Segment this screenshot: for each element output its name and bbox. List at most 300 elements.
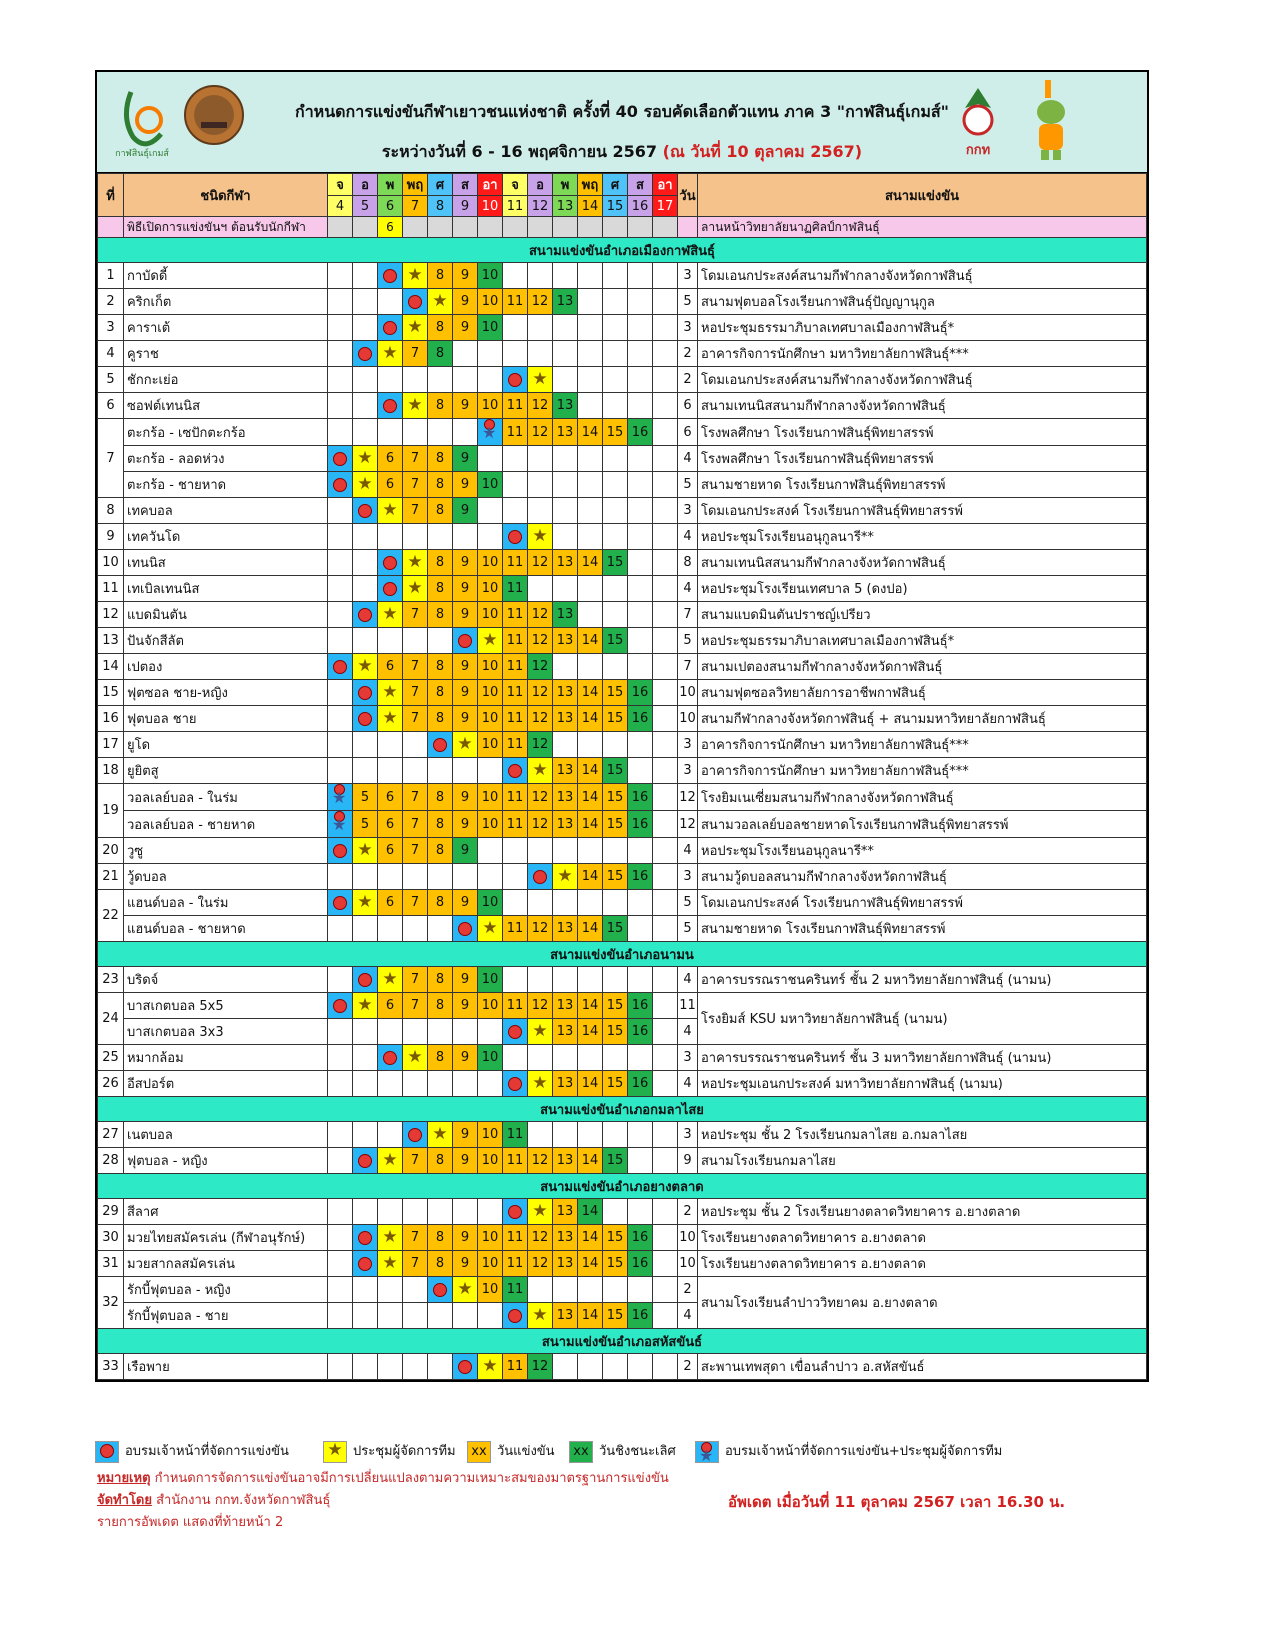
schedule-day-cell [453, 419, 478, 446]
schedule-day-cell [353, 315, 378, 341]
schedule-day-cell: 11 [503, 732, 528, 758]
schedule-day-cell [628, 263, 653, 289]
schedule-day-cell [328, 680, 353, 706]
schedule-day-cell: 9 [453, 289, 478, 315]
days-count: 10 [678, 1251, 698, 1277]
days-count: 4 [678, 967, 698, 993]
schedule-day-cell [403, 263, 428, 289]
venue: โดมเอนกประสงค์ โรงเรียนกาฬสินธุ์พิทยาสรรพ์ [698, 498, 1147, 524]
schedule-day-cell [378, 550, 403, 576]
sport-name: ซอฟต์เทนนิส [124, 393, 328, 419]
schedule-day-cell [653, 1071, 678, 1097]
weekday-cell: พ [378, 174, 403, 196]
schedule-day-cell [503, 1045, 528, 1071]
schedule-day-cell: 16 [628, 706, 653, 732]
schedule-day-cell [653, 393, 678, 419]
schedule-day-cell [553, 315, 578, 341]
meeting-star-icon: ★ [357, 474, 373, 494]
schedule-day-cell [428, 1199, 453, 1225]
schedule-day-cell: 7 [403, 706, 428, 732]
training-dot-icon [333, 452, 347, 466]
schedule-day-cell [353, 1199, 378, 1225]
training-dot-icon [383, 321, 397, 335]
schedule-day-cell: 9 [453, 550, 478, 576]
opening-day-cell [578, 217, 603, 238]
venue: โรงยิมเนเซี่ยมสนามกีฬากลางจังหวัดกาฬสินธุ์ [698, 784, 1147, 811]
schedule-day-cell [428, 1354, 453, 1380]
training-dot-icon [508, 1309, 522, 1323]
training-dot-icon [383, 556, 397, 570]
schedule-day-cell [653, 1277, 678, 1303]
schedule-day-cell [478, 1071, 503, 1097]
training-dot-icon [383, 582, 397, 596]
schedule-day-cell [378, 289, 403, 315]
schedule-day-cell [353, 1071, 378, 1097]
schedule-day-cell: 15 [603, 419, 628, 446]
schedule-day-cell [403, 628, 428, 654]
meeting-star-icon: ★ [382, 343, 398, 363]
meeting-star-icon: ★ [482, 1356, 498, 1376]
schedule-day-cell: 11 [503, 393, 528, 419]
schedule-day-cell [553, 524, 578, 550]
schedule-day-cell [353, 680, 378, 706]
row-number: 1 [98, 263, 124, 289]
weekday-cell: จ [503, 174, 528, 196]
schedule-day-cell [478, 341, 503, 367]
days-count: 9 [678, 1148, 698, 1174]
schedule-day-cell [353, 1303, 378, 1329]
date-cell: 11 [503, 196, 528, 217]
schedule-day-cell [503, 446, 528, 472]
schedule-day-cell [603, 654, 628, 680]
legend-final-day: xx วันชิงชนะเลิศ [569, 1440, 676, 1464]
schedule-day-cell [378, 602, 403, 628]
schedule-day-cell: 16 [628, 1251, 653, 1277]
schedule-day-cell [428, 289, 453, 315]
schedule-day-cell [328, 811, 353, 838]
mascot-icon [1021, 78, 1079, 164]
schedule-day-cell [353, 576, 378, 602]
training-dot-icon [333, 999, 347, 1013]
sport-row [98, 341, 1147, 367]
schedule-day-cell [528, 446, 553, 472]
days-count: 6 [678, 393, 698, 419]
row-number: 11 [98, 576, 124, 602]
schedule-day-cell [353, 758, 378, 784]
schedule-day-cell [503, 498, 528, 524]
schedule-day-cell [378, 1019, 403, 1045]
days-count: 12 [678, 784, 698, 811]
schedule-day-cell [453, 1277, 478, 1303]
schedule-day-cell [628, 576, 653, 602]
schedule-day-cell [478, 838, 503, 864]
opening-day-cell [503, 217, 528, 238]
schedule-day-cell [328, 890, 353, 916]
schedule-day-cell: 7 [403, 967, 428, 993]
schedule-day-cell [653, 838, 678, 864]
row-number: 23 [98, 967, 124, 993]
schedule-day-cell: 10 [478, 811, 503, 838]
updated-timestamp: อัพเดต เมื่อวันที่ 11 ตุลาคม 2567 เวลา 16.30 น. [728, 1493, 1066, 1511]
schedule-day-cell [353, 1251, 378, 1277]
schedule-day-cell: 14 [578, 628, 603, 654]
schedule-day-cell: 13 [553, 289, 578, 315]
row-number: 10 [98, 550, 124, 576]
training-dot-icon [333, 844, 347, 858]
schedule-day-cell [403, 1045, 428, 1071]
weekday-cell: อา [653, 174, 678, 196]
meeting-star-icon: ★ [407, 552, 423, 572]
schedule-day-cell: 10 [478, 784, 503, 811]
schedule-day-cell [378, 498, 403, 524]
schedule-day-cell [328, 1354, 353, 1380]
training-dot-icon [358, 504, 372, 518]
schedule-day-cell: 13 [553, 393, 578, 419]
schedule-day-cell [378, 706, 403, 732]
schedule-day-cell [653, 524, 678, 550]
schedule-day-cell [403, 289, 428, 315]
schedule-day-cell [553, 654, 578, 680]
combined-icon: ★ [332, 811, 348, 833]
schedule-day-cell: 14 [578, 419, 603, 446]
days-count: 2 [678, 367, 698, 393]
schedule-day-cell [578, 654, 603, 680]
prepared-by-line: จัดทำโดย สำนักงาน กกท.จังหวัดกาฬสินธุ์ [97, 1493, 331, 1508]
schedule-day-cell: 12 [528, 654, 553, 680]
schedule-day-cell [628, 890, 653, 916]
days-count: 2 [678, 341, 698, 367]
days-count: 3 [678, 263, 698, 289]
schedule-day-cell [428, 1277, 453, 1303]
schedule-day-cell [628, 654, 653, 680]
as-of-date: (ณ วันที่ 10 ตุลาคม 2567) [662, 142, 863, 161]
schedule-day-cell [403, 550, 428, 576]
sport-name: เนตบอล [124, 1122, 328, 1148]
schedule-day-cell [453, 758, 478, 784]
meeting-star-icon: ★ [532, 1021, 548, 1041]
schedule-day-cell [328, 993, 353, 1019]
schedule-day-cell [378, 628, 403, 654]
days-count: 5 [678, 289, 698, 315]
meeting-star-icon: ★ [407, 265, 423, 285]
schedule-day-cell [403, 419, 428, 446]
sport-name: วอลเลย์บอล - ในร่ม [124, 784, 328, 811]
schedule-day-cell [653, 1019, 678, 1045]
schedule-day-cell [578, 1354, 603, 1380]
schedule-day-cell [628, 1148, 653, 1174]
sport-name: บาสเกตบอล 5x5 [124, 993, 328, 1019]
schedule-day-cell [378, 1045, 403, 1071]
schedule-day-cell: 12 [528, 1354, 553, 1380]
schedule-day-cell [503, 890, 528, 916]
schedule-day-cell: 8 [428, 263, 453, 289]
schedule-day-cell [353, 289, 378, 315]
schedule-day-cell [653, 1303, 678, 1329]
schedule-day-cell [353, 393, 378, 419]
date-cell: 6 [378, 196, 403, 217]
combined-icon: ★ [482, 419, 498, 441]
schedule-day-cell [503, 341, 528, 367]
sport-name: หมากล้อม [124, 1045, 328, 1071]
schedule-day-cell: 8 [428, 602, 453, 628]
schedule-day-cell [528, 1045, 553, 1071]
row-number: 7 [98, 419, 124, 498]
schedule-day-cell [653, 1354, 678, 1380]
schedule-day-cell [453, 1199, 478, 1225]
sport-name: วูซู [124, 838, 328, 864]
schedule-day-cell [578, 838, 603, 864]
schedule-day-cell [653, 916, 678, 942]
schedule-day-cell [428, 419, 453, 446]
opening-label: พิธีเปิดการแข่งขันฯ ต้อนรับนักกีฬา [124, 217, 328, 238]
schedule-day-cell [603, 498, 628, 524]
schedule-day-cell [328, 628, 353, 654]
weekday-cell: พฤ [403, 174, 428, 196]
schedule-day-cell [578, 890, 603, 916]
schedule-day-cell: 7 [403, 654, 428, 680]
venue: สนามวู้ดบอลสนามกีฬากลางจังหวัดกาฬสินธุ์ [698, 864, 1147, 890]
schedule-day-cell [553, 1045, 578, 1071]
schedule-day-cell [578, 367, 603, 393]
schedule-day-cell [378, 524, 403, 550]
schedule-day-cell [453, 864, 478, 890]
venue: หอประชุมโรงเรียนอนุกูลนารี** [698, 524, 1147, 550]
schedule-day-cell: 12 [528, 706, 553, 732]
schedule-day-cell [328, 367, 353, 393]
schedule-day-cell: 8 [428, 550, 453, 576]
schedule-day-cell: 11 [503, 1225, 528, 1251]
schedule-day-cell [353, 706, 378, 732]
schedule-day-cell: 16 [628, 419, 653, 446]
schedule-day-cell [628, 1354, 653, 1380]
schedule-day-cell: 11 [503, 993, 528, 1019]
schedule-day-cell [428, 1071, 453, 1097]
schedule-day-cell [403, 1199, 428, 1225]
meeting-star-icon: ★ [357, 892, 373, 912]
schedule-day-cell [328, 1148, 353, 1174]
weekday-cell: พ [553, 174, 578, 196]
schedule-day-cell [428, 916, 453, 942]
schedule-day-cell [328, 654, 353, 680]
opening-day-cell [478, 217, 503, 238]
schedule-day-cell [328, 289, 353, 315]
schedule-day-cell [328, 602, 353, 628]
sport-row [98, 263, 1147, 289]
schedule-day-cell: 8 [428, 1148, 453, 1174]
days-count: 4 [678, 838, 698, 864]
schedule-day-cell [353, 654, 378, 680]
schedule-day-cell [528, 1071, 553, 1097]
schedule-day-cell: 9 [453, 706, 478, 732]
schedule-day-cell [628, 1122, 653, 1148]
schedule-day-cell [628, 550, 653, 576]
training-dot-icon [358, 1257, 372, 1271]
schedule-day-cell [328, 838, 353, 864]
schedule-day-cell: 10 [478, 706, 503, 732]
schedule-day-cell [653, 367, 678, 393]
meeting-star-icon: ★ [557, 866, 573, 886]
schedule-day-cell [653, 472, 678, 498]
schedule-day-cell [378, 967, 403, 993]
row-number: 26 [98, 1071, 124, 1097]
sport-name: ชักกะเย่อ [124, 367, 328, 393]
meeting-star-icon: ★ [457, 734, 473, 754]
schedule-day-cell: 10 [478, 1148, 503, 1174]
schedule-day-cell: 8 [428, 498, 453, 524]
venue: สนามชายหาด โรงเรียนกาฬสินธุ์พิทยาสรรพ์ [698, 916, 1147, 942]
schedule-day-cell [403, 1303, 428, 1329]
meeting-star-icon: ★ [382, 969, 398, 989]
schedule-day-cell [478, 1019, 503, 1045]
schedule-day-cell: 11 [503, 550, 528, 576]
schedule-day-cell [503, 864, 528, 890]
schedule-day-cell [378, 1225, 403, 1251]
schedule-day-cell [328, 1122, 353, 1148]
schedule-day-cell: 11 [503, 654, 528, 680]
row-number: 16 [98, 706, 124, 732]
sport-row [98, 446, 1147, 472]
sport-row [98, 706, 1147, 732]
weekday-cell: ส [453, 174, 478, 196]
schedule-day-cell [653, 419, 678, 446]
venue: สนามฟุตซอลวิทยาลัยการอาชีพกาฬสินธุ์ [698, 680, 1147, 706]
schedule-day-cell: 13 [553, 916, 578, 942]
schedule-day-cell: 15 [603, 784, 628, 811]
training-dot-icon [100, 1444, 114, 1458]
schedule-day-cell: 13 [553, 628, 578, 654]
schedule-day-cell: 6 [378, 654, 403, 680]
schedule-day-cell [603, 838, 628, 864]
schedule-day-cell [528, 263, 553, 289]
schedule-day-cell: 13 [553, 1251, 578, 1277]
schedule-day-cell [453, 732, 478, 758]
schedule-day-cell [603, 1354, 628, 1380]
schedule-day-cell [378, 576, 403, 602]
schedule-day-cell [628, 315, 653, 341]
schedule-day-cell [353, 341, 378, 367]
schedule-day-cell: 12 [528, 732, 553, 758]
schedule-day-cell: 10 [478, 967, 503, 993]
schedule-day-cell [628, 289, 653, 315]
schedule-day-cell [553, 367, 578, 393]
schedule-day-cell [478, 419, 503, 446]
schedule-day-cell [403, 864, 428, 890]
schedule-day-cell [578, 1122, 603, 1148]
sport-row [98, 550, 1147, 576]
training-dot-icon [333, 660, 347, 674]
schedule-day-cell: 16 [628, 784, 653, 811]
venue: สนามกีฬากลางจังหวัดกาฬสินธุ์ + สนามมหาวิทยาลัยกาฬสินธุ์ [698, 706, 1147, 732]
schedule-day-cell [553, 1277, 578, 1303]
schedule-day-cell: 8 [428, 1251, 453, 1277]
schedule-day-cell: 15 [603, 1148, 628, 1174]
meeting-star-icon: ★ [407, 395, 423, 415]
schedule-day-cell [553, 1354, 578, 1380]
schedule-day-cell [553, 1122, 578, 1148]
schedule-day-cell [553, 498, 578, 524]
training-dot-icon [508, 1025, 522, 1039]
venue: โรงยิมส์ KSU มหาวิทยาลัยกาฬสินธุ์ (นามน) [698, 993, 1147, 1045]
schedule-day-cell [453, 367, 478, 393]
schedule-day-cell [578, 446, 603, 472]
schedule-day-cell [628, 341, 653, 367]
schedule-day-cell: 14 [578, 1225, 603, 1251]
schedule-day-cell: 10 [478, 1225, 503, 1251]
schedule-day-cell [328, 1277, 353, 1303]
sport-row [98, 1277, 1147, 1303]
schedule-day-cell [653, 1045, 678, 1071]
sport-row [98, 472, 1147, 498]
schedule-day-cell [403, 916, 428, 942]
days-count: 4 [678, 1303, 698, 1329]
schedule-day-cell: 11 [503, 680, 528, 706]
schedule-day-cell: 11 [503, 289, 528, 315]
schedule-day-cell [578, 524, 603, 550]
schedule-day-cell [403, 1071, 428, 1097]
training-dot-icon [408, 1128, 422, 1142]
section-title: สนามแข่งขันอำเภอนามน [98, 942, 1147, 967]
row-number: 5 [98, 367, 124, 393]
training-dot-icon [358, 973, 372, 987]
schedule-day-cell [603, 1199, 628, 1225]
schedule-day-cell [328, 576, 353, 602]
schedule-day-cell [403, 315, 428, 341]
sport-row [98, 732, 1147, 758]
training-dot-icon [358, 1231, 372, 1245]
row-number: 22 [98, 890, 124, 942]
schedule-day-cell [578, 602, 603, 628]
schedule-day-cell [628, 1199, 653, 1225]
schedule-day-cell: 16 [628, 864, 653, 890]
sport-row [98, 654, 1147, 680]
schedule-day-cell: 9 [453, 890, 478, 916]
schedule-day-cell [453, 628, 478, 654]
schedule-day-cell: 9 [453, 446, 478, 472]
schedule-day-cell: 6 [378, 472, 403, 498]
schedule-day-cell [353, 472, 378, 498]
schedule-day-cell: 15 [603, 1251, 628, 1277]
schedule-day-cell [653, 993, 678, 1019]
schedule-day-cell [453, 1019, 478, 1045]
schedule-day-cell [653, 811, 678, 838]
sport-name: บริดจ์ [124, 967, 328, 993]
schedule-day-cell [603, 576, 628, 602]
schedule-day-cell [503, 1199, 528, 1225]
schedule-day-cell [378, 1303, 403, 1329]
schedule-day-cell: 8 [428, 315, 453, 341]
schedule-day-cell: 14 [578, 706, 603, 732]
opening-day-cell: 6 [378, 217, 403, 238]
schedule-day-cell [653, 784, 678, 811]
schedule-day-cell [403, 1277, 428, 1303]
row-number: 30 [98, 1225, 124, 1251]
schedule-day-cell [428, 628, 453, 654]
schedule-day-cell: 12 [528, 550, 553, 576]
sat-emblem-icon [951, 84, 1005, 158]
meeting-star-icon: ★ [382, 682, 398, 702]
schedule-day-cell: 10 [478, 680, 503, 706]
schedule-day-cell [353, 1122, 378, 1148]
schedule-day-cell [503, 367, 528, 393]
training-dot-icon [533, 870, 547, 884]
legend-competition-day: xx วันแข่งขัน [467, 1440, 555, 1464]
schedule-day-cell [353, 1045, 378, 1071]
legend [95, 1440, 1149, 1466]
schedule-day-cell: 16 [628, 1019, 653, 1045]
schedule-day-cell: 9 [453, 838, 478, 864]
schedule-day-cell [353, 916, 378, 942]
schedule-day-cell: 16 [628, 993, 653, 1019]
